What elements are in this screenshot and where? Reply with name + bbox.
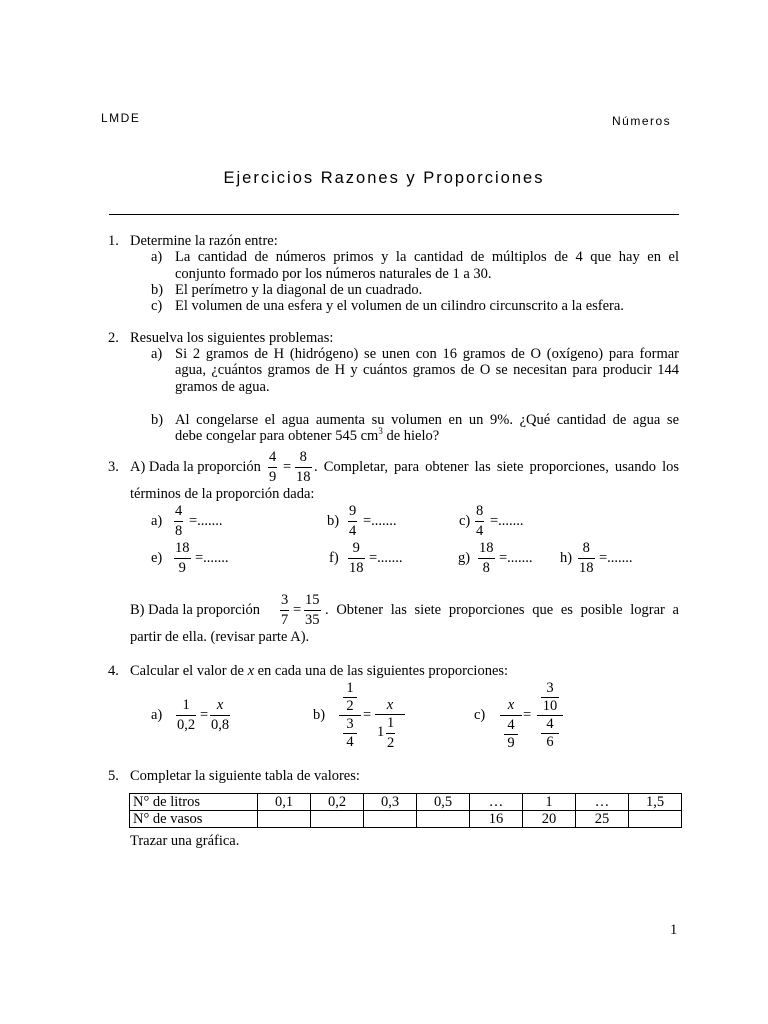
q3-item-b-den: 4 <box>349 523 357 539</box>
q4-b-label: b) <box>313 707 326 723</box>
q3-item-h-frac <box>578 540 595 577</box>
q2-a-line2: agua, ¿cuántos gramos de H y cuántos gramos de O se necesitan para producir 144 <box>175 362 679 378</box>
q3-a-eq: = <box>283 459 292 475</box>
table-cell <box>417 811 470 828</box>
q3-item-c-dots: =....... <box>490 513 524 529</box>
q3-item-e-frac <box>174 540 191 577</box>
q3-b-frac1 <box>280 592 289 629</box>
q3-a-line2: términos de la proporción dada: <box>130 486 315 502</box>
q4-b-mixed-den: 2 <box>387 735 395 751</box>
q4-b-right-frac <box>375 697 405 751</box>
q4-a-frac1 <box>176 697 196 734</box>
q3-number: 3. <box>108 459 119 475</box>
q3-b-frac2-num: 15 <box>305 592 320 608</box>
q4-number: 4. <box>108 663 119 679</box>
q4-b-mixed-frac <box>386 715 395 752</box>
q4-b-bottom-den: 4 <box>346 734 354 750</box>
q2-text: Resuelva los siguientes problemas: <box>130 330 334 346</box>
q3-item-e-num: 18 <box>175 540 190 556</box>
table-cell: 0,3 <box>364 794 417 811</box>
table-cell: N° de vasos <box>130 811 258 828</box>
table-cell: … <box>470 794 523 811</box>
table-cell <box>364 811 417 828</box>
q3-b-frac1-num: 3 <box>281 592 289 608</box>
q4-c-left-top: x <box>507 697 515 713</box>
q4-b-eq: = <box>363 707 372 723</box>
q1-a-label: a) <box>151 249 163 265</box>
q3-item-c-label: c) <box>459 513 471 529</box>
q4-a-frac2-den: 0,8 <box>211 717 230 733</box>
q3-item-f-dots: =....... <box>369 550 403 566</box>
q4-b-top-den: 2 <box>346 698 354 714</box>
header-left: LMDE <box>101 111 141 125</box>
table-cell: 16 <box>470 811 523 828</box>
q4-text <box>130 663 508 680</box>
title-divider <box>109 214 679 215</box>
table-cell: 1,5 <box>629 794 682 811</box>
q3-a-frac1-den: 9 <box>269 469 277 485</box>
q4-text-post: en cada una de las siguientes proporciones: <box>254 663 509 679</box>
q3-item-g-den: 8 <box>482 560 490 576</box>
q4-c-left-frac <box>500 697 522 752</box>
q4-text-pre: Calcular el valor de <box>130 663 248 679</box>
q3-item-b-label: b) <box>327 513 340 529</box>
q1-number: 1. <box>108 233 119 249</box>
q4-a-frac1-num: 1 <box>182 697 190 713</box>
q4-b-top-num: 1 <box>346 680 354 696</box>
q4-c-right-bottom-den: 6 <box>546 734 554 750</box>
table-row-vasos <box>130 811 682 828</box>
q4-c-eq: = <box>523 707 532 723</box>
q3-item-h-label: h) <box>560 550 573 566</box>
q2-b-line1: Al congelarse el agua aumenta su volumen en un 9%. ¿Qué cantidad de agua se <box>175 412 679 428</box>
q3-a-frac2-num: 8 <box>299 449 307 465</box>
q3-a-post: . Completar, para obtener las siete proporciones, usando los <box>314 459 679 475</box>
q3-item-a-num: 4 <box>175 503 183 519</box>
q3-item-g-frac <box>478 540 495 577</box>
table-cell <box>629 811 682 828</box>
q1-c-label: c) <box>151 298 163 314</box>
q3-item-b-frac <box>348 503 357 540</box>
values-table <box>129 793 682 828</box>
q3-item-f-frac <box>348 540 365 577</box>
q3-item-c-num: 8 <box>476 503 484 519</box>
q4-c-right-bottom-num: 4 <box>546 716 554 732</box>
q3-item-f-den: 18 <box>349 560 364 576</box>
q3-a-frac1-num: 4 <box>269 449 277 465</box>
q4-a-label: a) <box>151 707 163 723</box>
q3-item-h-num: 8 <box>582 540 590 556</box>
q4-a-frac2-num: x <box>216 697 224 713</box>
table-cell: 1 <box>523 794 576 811</box>
q2-a-label: a) <box>151 346 163 362</box>
q3-b-pre: B) Dada la proporción <box>130 602 261 618</box>
q4-b-x: x <box>386 697 394 713</box>
q3-b-frac2 <box>304 592 321 629</box>
page-number: 1 <box>670 922 678 938</box>
q3-item-e-den: 9 <box>178 560 186 576</box>
q3-a-pre: A) Dada la proporción <box>130 459 261 475</box>
table-cell: 0,2 <box>311 794 364 811</box>
q2-b-line2-pre: debe congelar para obtener 545 cm <box>175 428 379 444</box>
q1-c-text: El volumen de una esfera y el volumen de un cilindro circunscrito a la esfera. <box>175 298 624 314</box>
q2-b-line2-post: de hielo? <box>382 428 440 444</box>
q3-b-frac1-den: 7 <box>281 612 289 628</box>
q1-b-label: b) <box>151 282 164 298</box>
q4-a-frac1-den: 0,2 <box>177 717 196 733</box>
table-cell: 20 <box>523 811 576 828</box>
q3-b-eq: = <box>293 602 302 618</box>
q3-item-a-den: 8 <box>175 523 183 539</box>
q4-c-left-bottom-num: 4 <box>507 717 515 733</box>
q4-c-right-top-num: 3 <box>546 680 554 696</box>
q4-b-mixed-whole: 1 <box>377 724 385 740</box>
q3-b-post: . Obtener las siete proporciones que es posible lograr a <box>325 602 679 618</box>
q3-a-frac2-den: 18 <box>296 469 311 485</box>
q1-b-text: El perímetro y la diagonal de un cuadrado. <box>175 282 423 298</box>
q3-b-line2: partir de ella. (revisar parte A). <box>130 629 310 645</box>
q2-number: 2. <box>108 330 119 346</box>
q3-item-b-dots: =....... <box>363 513 397 529</box>
q3-item-g-dots: =....... <box>499 550 533 566</box>
table-cell: N° de litros <box>130 794 258 811</box>
q5-number: 5. <box>108 768 119 784</box>
q2-b-label: b) <box>151 412 164 428</box>
q2-a-line1: Si 2 gramos de H (hidrógeno) se unen con 16 gramos de O (oxígeno) para formar <box>175 346 679 362</box>
q3-item-a-frac <box>174 503 183 540</box>
q3-b-frac2-den: 35 <box>305 612 320 628</box>
q3-item-h-dots: =....... <box>599 550 633 566</box>
q3-item-h-den: 18 <box>579 560 594 576</box>
q3-item-a-label: a) <box>151 513 163 529</box>
header-right: Números <box>612 114 672 128</box>
table-cell: 25 <box>576 811 629 828</box>
q4-c-right-top-den: 10 <box>542 698 558 714</box>
q3-item-c-den: 4 <box>476 523 484 539</box>
q5-text: Completar la siguiente tabla de valores: <box>130 768 360 784</box>
q3-item-a-dots: =....... <box>189 513 223 529</box>
q2-a-line3: gramos de agua. <box>175 379 270 395</box>
table-row-litros <box>130 794 682 811</box>
q4-var-x: x <box>247 663 254 679</box>
q3-item-c-frac <box>475 503 484 540</box>
q4-b-complex-frac <box>339 680 361 751</box>
q3-a-frac1 <box>268 449 277 486</box>
q3-item-g-num: 18 <box>479 540 494 556</box>
q5-footer: Trazar una gráfica. <box>130 833 240 849</box>
q4-c-left-bottom-den: 9 <box>507 735 515 751</box>
table-cell: … <box>576 794 629 811</box>
cubic-exponent: 3 <box>378 426 383 436</box>
table-cell: 0,5 <box>417 794 470 811</box>
q2-b-line2 <box>175 428 439 445</box>
q1-a-line1: La cantidad de números primos y la cantidad de múltiplos de 4 que hay en el <box>175 249 679 265</box>
q3-item-f-num: 9 <box>352 540 360 556</box>
page-title: Ejercicios Razones y Proporciones <box>223 169 545 187</box>
q1-text: Determine la razón entre: <box>130 233 278 249</box>
q4-a-frac2 <box>210 697 230 734</box>
q1-a-line2: conjunto formado por los números naturales de 1 a 30. <box>175 266 492 282</box>
table-cell <box>258 811 311 828</box>
q3-item-e-dots: =....... <box>195 550 229 566</box>
q4-c-right-frac <box>537 680 563 751</box>
table-cell <box>311 811 364 828</box>
q3-a-frac2 <box>295 449 312 486</box>
q4-a-eq: = <box>200 707 209 723</box>
q3-item-g-label: g) <box>458 550 471 566</box>
q3-item-f-label: f) <box>329 550 339 566</box>
q4-b-bottom-num: 3 <box>346 716 354 732</box>
q4-c-label: c) <box>474 707 486 723</box>
table-cell: 0,1 <box>258 794 311 811</box>
q3-item-e-label: e) <box>151 550 163 566</box>
q4-b-mixed-num: 1 <box>387 715 395 731</box>
q3-item-b-num: 9 <box>349 503 357 519</box>
